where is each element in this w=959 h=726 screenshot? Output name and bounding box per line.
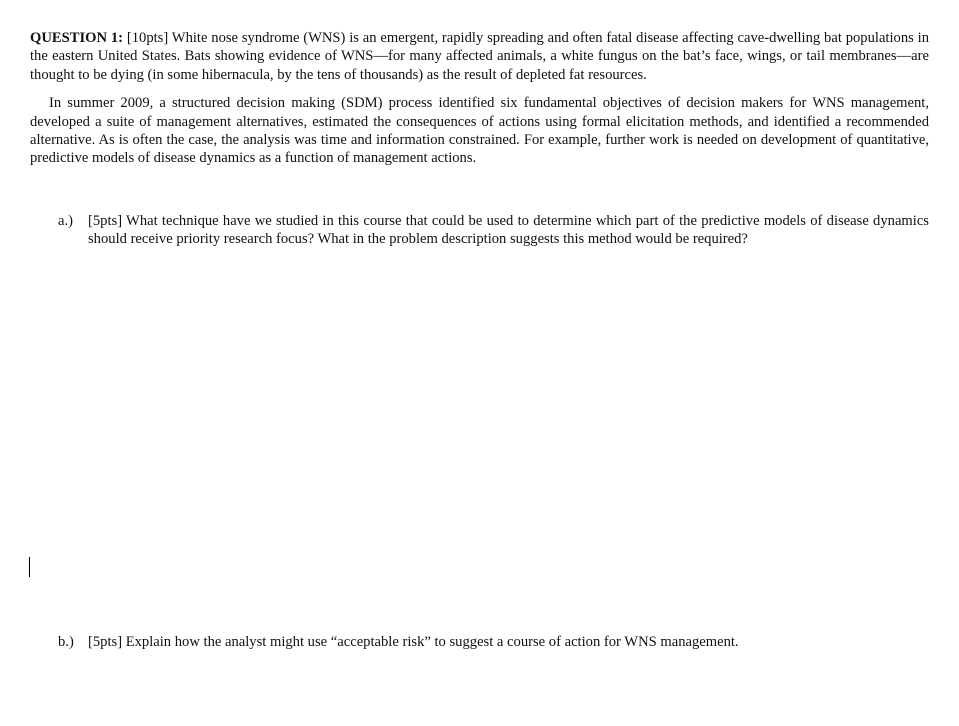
question-context-paragraph: In summer 2009, a structured decision making (SDM) process identified six fundamental objectives of decision makers for WNS management, developed a suite of management alternatives, estimated the consequences of actions using formal elicitation methods, and identified a recommended alternative. As is often the case, the analysis was time and information constrained. For example, further work is needed on development of quantitative, predictive models of disease dynamics as a function of management actions. — [30, 95, 929, 167]
part-b-label: b.) — [58, 634, 74, 650]
question-block — [30, 29, 929, 650]
part-b — [58, 633, 929, 651]
part-a — [58, 212, 929, 249]
text-cursor[interactable] — [29, 557, 30, 577]
part-a-text: [5pts] What technique have we studied in this course that could be used to determine which part of the predictive models of disease dynamics should receive priority research focus? What in the problem description suggests this method would be required? — [88, 213, 929, 248]
part-a-label: a.) — [58, 213, 73, 229]
question-intro-text: [10pts] White nose syndrome (WNS) is an emergent, rapidly spreading and often fatal disease affecting cave-dwelling bat populations in the eastern United States. Bats showing evidence of WNS—for many affected animals, a white fungus on the bat’s face, wings, or tail membranes—are thought to be dying (in some hibernacula, by the tens of thousands) as the result of depleted fat resources. — [30, 30, 929, 83]
question-intro-paragraph — [30, 29, 929, 84]
question-title: QUESTION 1: — [30, 30, 124, 46]
part-b-text: [5pts] Explain how the analyst might use “acceptable risk” to suggest a course of action for WNS management. — [88, 634, 739, 650]
